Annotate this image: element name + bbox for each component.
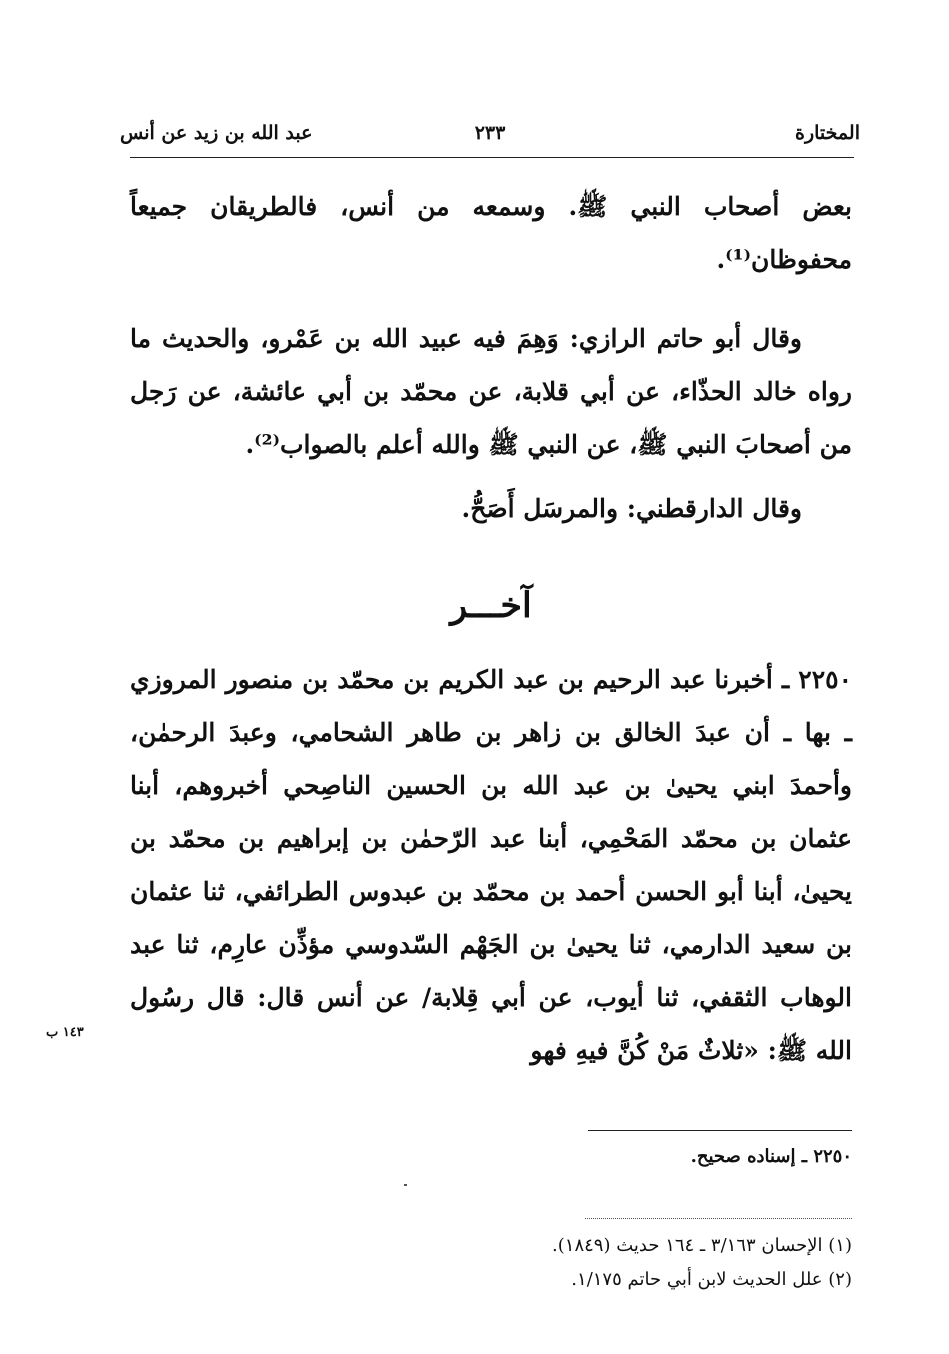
daraqutni-line: وقال الدارقطني: والمرسَل أَصَحُّ.	[461, 494, 802, 523]
hadith-2250-text: ٢٢٥٠ ـ أخبرنا عبد الرحيم بن عبد الكريم بن محمّد بن منصور المروزي ـ بها ـ أن عبدَ الخالق بن زاهر بن طاهر الشحامي، وعبدَ الرحمٰن، وأحمدَ ابني يحيىٰ بن عبد الله بن الحسين الناصِحي أخبروهم، أبنا عثمان بن محمّد المَحْمِي، أبنا عبد الرّحمٰن بن إبراهيم بن محمّد بن يحيىٰ، أبنا أبو الحسن أحمد بن محمّد بن عبدوس الطرائفي، ثنا عثمان بن سعيد الدارمي، ثنا يحيىٰ بن الجَهْم السّدوسي مؤذِّن عارِم، ثنا عبد الوهاب الثقفي، ثنا أيوب، عن أبي قِلابة/ عن أنس قال: قال رسُول الله ﷺ: «ثلاثٌ مَنْ كُنَّ فيهِ فهو	[130, 665, 852, 1065]
footnote-divider-dotted	[585, 1218, 852, 1219]
takhrij-footnote: ٢٢٥٠ ـ إسناده صحيح.	[690, 1146, 852, 1167]
section-heading: آخـــر	[450, 585, 532, 626]
footnote-1: (١) الإحسان ٣/١٦٣ ـ ١٦٤ حديث (١٨٤٩).	[552, 1235, 852, 1256]
top-paragraph: بعض أصحاب النبي ﷺ. وسمعه من أنس، فالطريقان جميعاً محفوظان⁽¹⁾.	[130, 192, 852, 274]
folio-margin-note: ١٤٣ ب	[46, 1025, 84, 1040]
header-divider	[130, 157, 854, 158]
book-title: المختارة	[795, 122, 860, 144]
page-number: ٢٣٣	[474, 122, 506, 144]
abu-hatim-paragraph: وقال أبو حاتم الرازي: وَهِمَ فيه عبيد الله بن عَمْرو، والحديث ما رواه خالد الحذّاء، عن أبي قلابة، عن محمّد بن أبي عائشة، عن رَجل من أصحابَ النبي ﷺ، عن النبي ﷺ والله أعلم بالصواب⁽²⁾.	[130, 324, 852, 459]
daraqutni-block	[130, 482, 852, 535]
section-title: عبد الله بن زيد عن أنس	[120, 122, 313, 144]
abu-hatim-block	[130, 312, 852, 471]
running-header	[120, 122, 860, 156]
hadith-block	[130, 653, 852, 1077]
footnote-divider	[588, 1130, 852, 1131]
footnote-2: (٢) علل الحديث لابن أبي حاتم ١/١٧٥.	[571, 1269, 852, 1290]
print-speck	[404, 1184, 407, 1186]
top-paragraph-block	[130, 180, 852, 286]
